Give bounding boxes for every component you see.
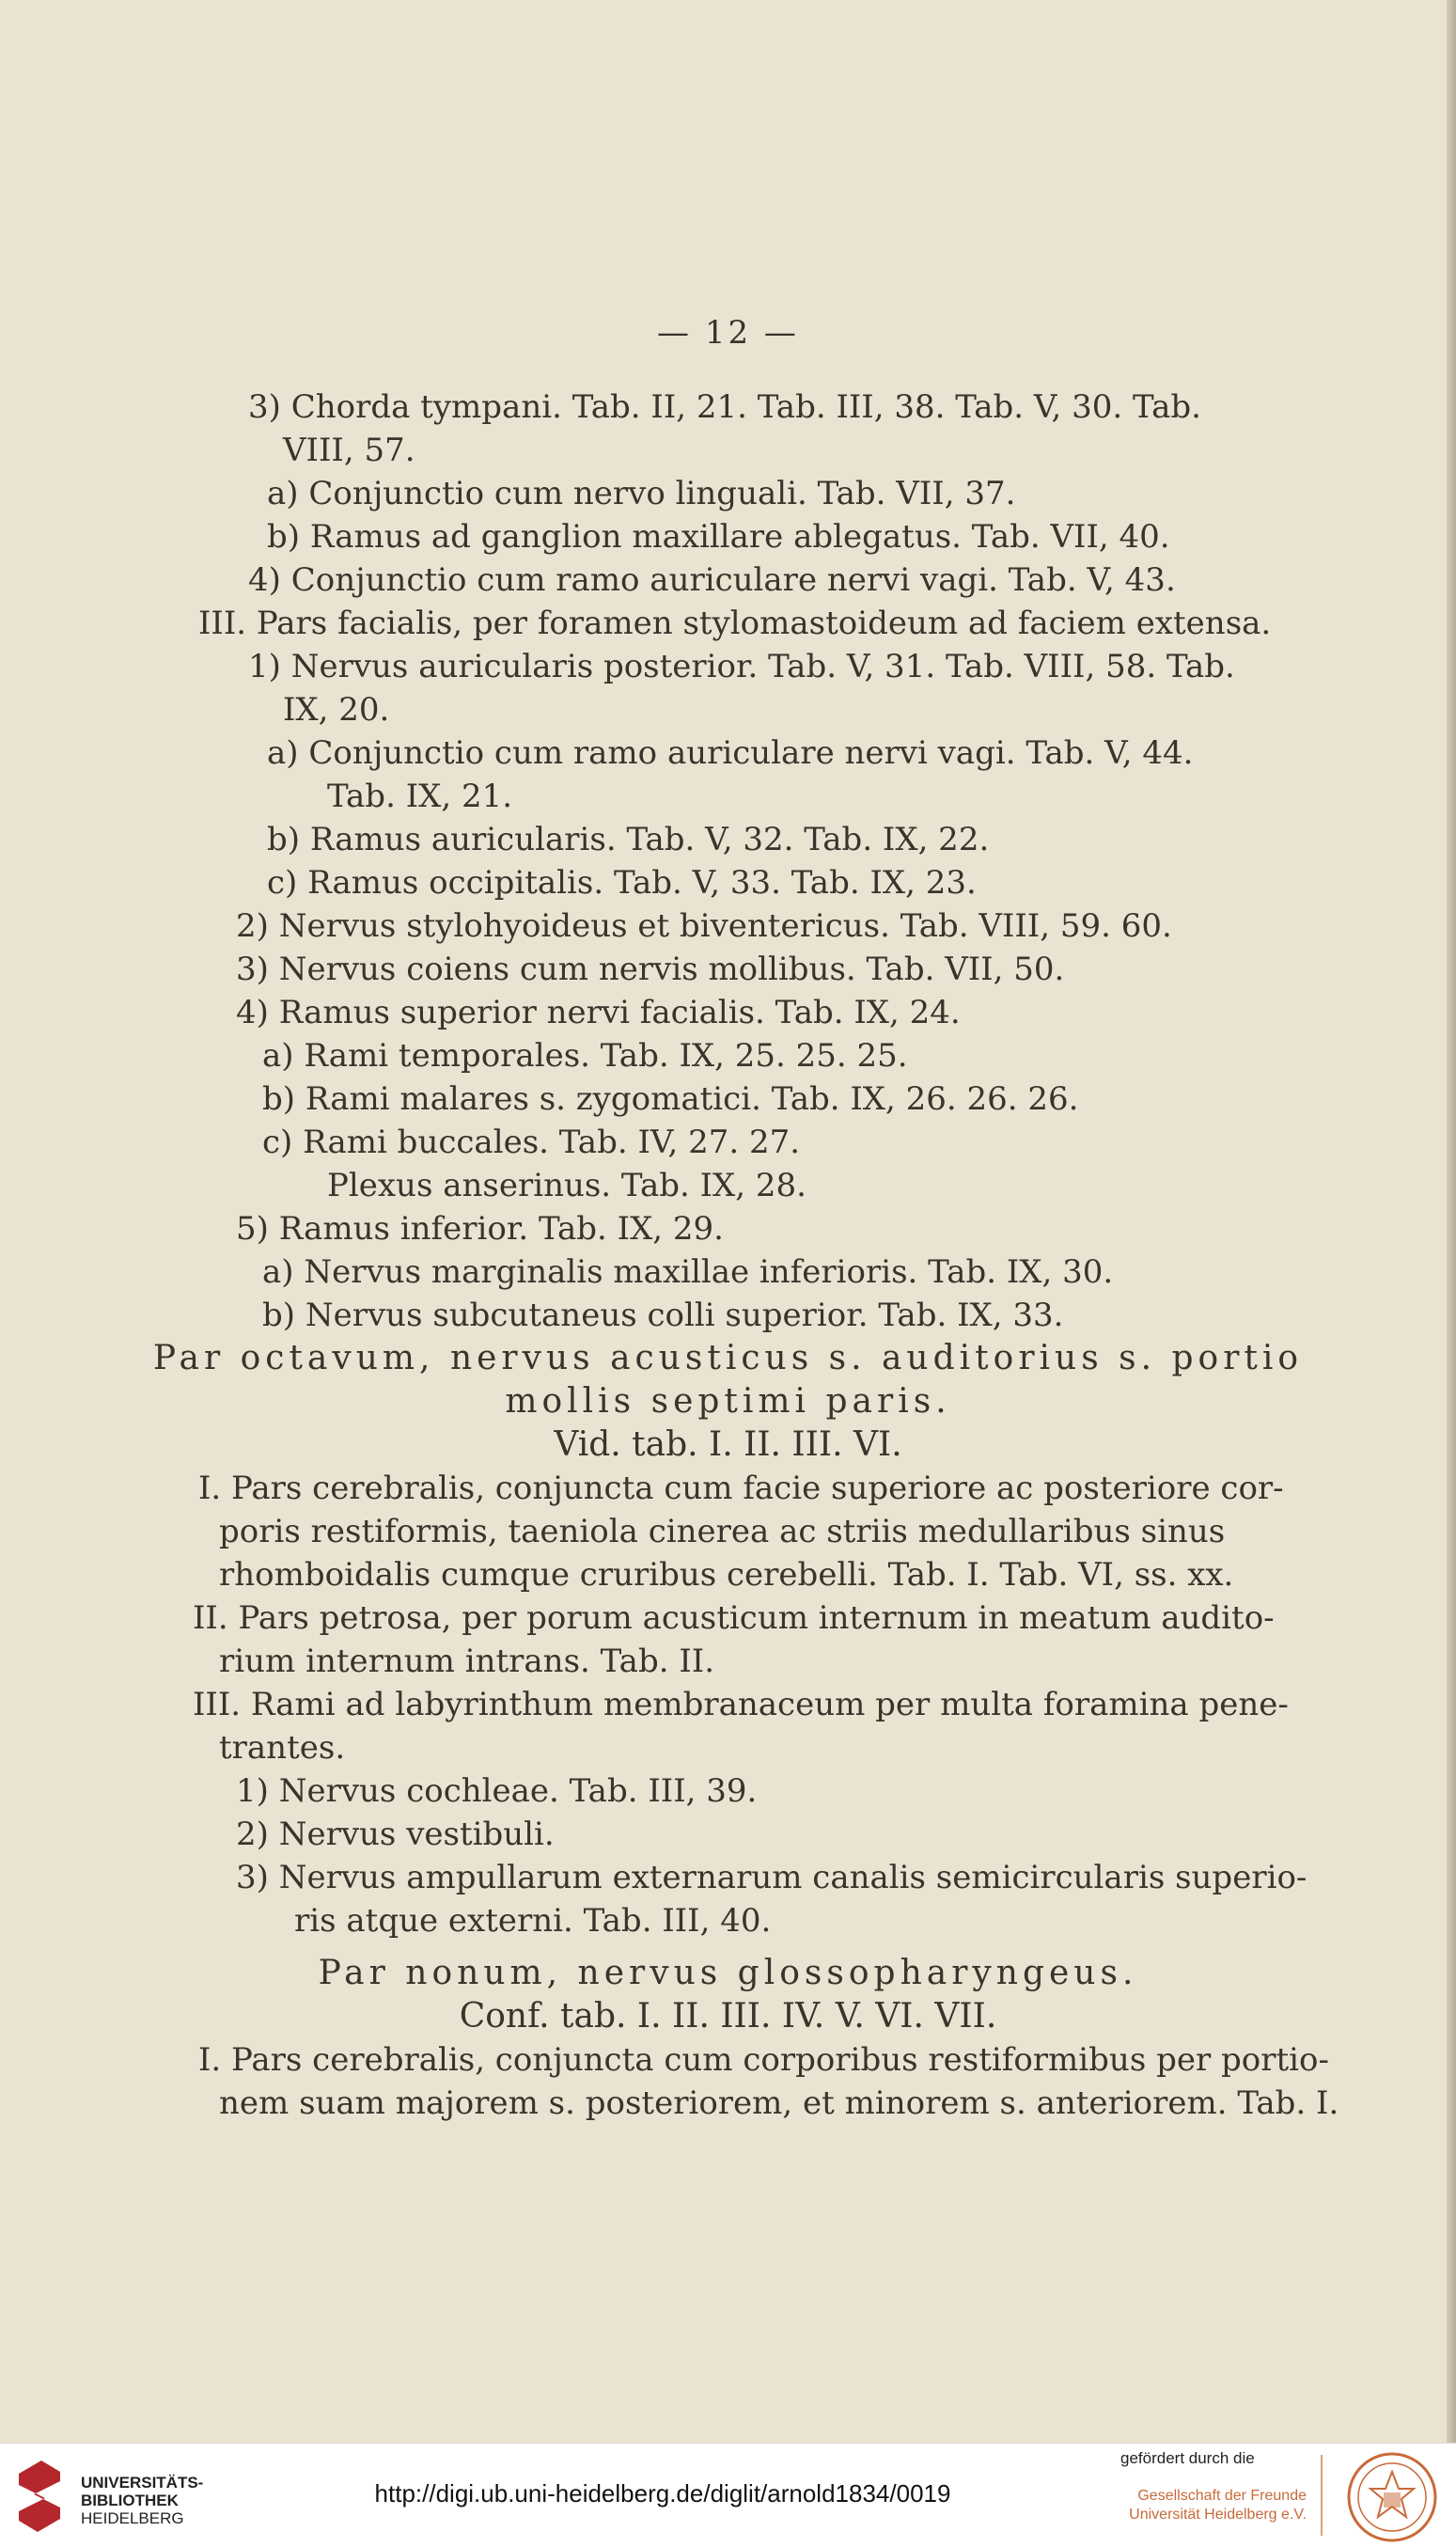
text-line: ris atque externi. Tab. III, 40. — [294, 1902, 772, 1940]
text-line: 2) Nervus vestibuli. — [236, 1816, 555, 1853]
text-line: VIII, 57. — [283, 432, 415, 469]
text-line: III. Pars facialis, per foramen stylomastoideum ad faciem extensa. — [198, 605, 1272, 642]
text-line: III. Rami ad labyrinthum membranaceum per multa foramina pene- — [193, 1686, 1289, 1723]
text-line: b) Rami malares s. zygomatici. Tab. IX, 26. 26. 26. — [262, 1080, 1079, 1118]
text-line: b) Ramus auricularis. Tab. V, 32. Tab. IX, 22. — [267, 821, 990, 858]
text-line: trantes. — [219, 1729, 346, 1767]
text-line: 4) Ramus superior nervi facialis. Tab. IX, 24. — [236, 994, 961, 1031]
page-edge — [1447, 0, 1456, 2443]
library-name-line: UNIVERSITÄTS- — [81, 2474, 204, 2492]
text-line: 3) Nervus ampullarum externarum canalis semicircularis superio- — [236, 1859, 1307, 1896]
text-line: 4) Conjunctio cum ramo auriculare nervi vagi. Tab. V, 43. — [248, 561, 1176, 599]
text-line: IX, 20. — [283, 691, 390, 729]
text-line: c) Rami buccales. Tab. IV, 27. 27. — [262, 1124, 801, 1161]
text-line: 3) Chorda tympani. Tab. II, 21. Tab. III, 38. Tab. V, 30. Tab. — [248, 388, 1201, 426]
library-name — [81, 2474, 203, 2527]
text-line: c) Ramus occipitalis. Tab. V, 33. Tab. IX, 23. — [267, 864, 977, 902]
text-line: Tab. IX, 21. — [327, 778, 513, 815]
sponsor-name — [1081, 2487, 1307, 2524]
text-line: nem suam majorem s. posteriorem, et minorem s. anteriorem. Tab. I. — [219, 2084, 1339, 2122]
text-line: poris restiformis, taeniola cinerea ac striis medullaribus sinus — [219, 1513, 1226, 1550]
text-line: a) Rami temporales. Tab. IX, 25. 25. 25. — [262, 1037, 908, 1075]
text-line: I. Pars cerebralis, conjuncta cum corporibus restiformibus per portio- — [198, 2041, 1329, 2079]
sponsor-label: gefördert durch die — [1120, 2449, 1255, 2467]
section-heading: Par nonum, nervus glossopharyngeus. — [318, 1954, 1138, 1992]
library-name-line: HEIDELBERG — [81, 2509, 184, 2527]
text-line: rium internum intrans. Tab. II. — [219, 1643, 714, 1680]
text-line: 1) Nervus auricularis posterior. Tab. V, 31. Tab. VIII, 58. Tab. — [248, 648, 1235, 685]
section-heading: Par octavum, nervus acusticus s. auditorius s. portio — [152, 1339, 1304, 1377]
section-heading: mollis septimi paris. — [505, 1382, 951, 1421]
footer-divider — [1321, 2455, 1323, 2536]
society-seal-icon — [1346, 2451, 1438, 2543]
text-line: 2) Nervus stylohyoideus et biventericus. Tab. VIII, 59. 60. — [236, 907, 1172, 945]
text-line: 3) Nervus coiens cum nervis mollibus. Tab. VII, 50. — [236, 951, 1065, 988]
footer-bar — [0, 2443, 1456, 2547]
permalink-url[interactable]: http://digi.ub.uni-heidelberg.de/diglit/arnold1834/0019 — [374, 2479, 951, 2508]
text-line: b) Ramus ad ganglion maxillare ablegatus. Tab. VII, 40. — [267, 518, 1170, 556]
sponsor-name-line: Gesellschaft der Freunde — [1137, 2488, 1307, 2504]
text-line: 5) Ramus inferior. Tab. IX, 29. — [236, 1210, 724, 1248]
library-name-line: BIBLIOTHEK — [81, 2492, 179, 2509]
text-line: Plexus anserinus. Tab. IX, 28. — [327, 1167, 806, 1204]
text-line: rhomboidalis cumque cruribus cerebelli. Tab. I. Tab. VI, ss. xx. — [219, 1556, 1234, 1594]
page-number: — 12 — — [657, 314, 799, 352]
section-reference: Vid. tab. I. II. III. VI. — [554, 1425, 902, 1464]
text-line: a) Conjunctio cum nervo linguali. Tab. VII, 37. — [267, 475, 1016, 512]
text-line: b) Nervus subcutaneus colli superior. Tab. IX, 33. — [262, 1297, 1064, 1334]
text-line: a) Nervus marginalis maxillae inferioris. Tab. IX, 30. — [262, 1253, 1114, 1291]
sponsor-name-line: Universität Heidelberg e.V. — [1129, 2507, 1307, 2523]
text-line: I. Pars cerebralis, conjuncta cum facie superiore ac posteriore cor- — [198, 1470, 1284, 1507]
text-line: a) Conjunctio cum ramo auriculare nervi vagi. Tab. V, 44. — [267, 734, 1194, 772]
text-line: II. Pars petrosa, per porum acusticum internum in meatum audito- — [193, 1599, 1275, 1637]
section-reference: Conf. tab. I. II. III. IV. V. VI. VII. — [459, 1997, 997, 2036]
university-library-logo-icon — [13, 2457, 66, 2536]
text-line: 1) Nervus cochleae. Tab. III, 39. — [236, 1772, 758, 1810]
